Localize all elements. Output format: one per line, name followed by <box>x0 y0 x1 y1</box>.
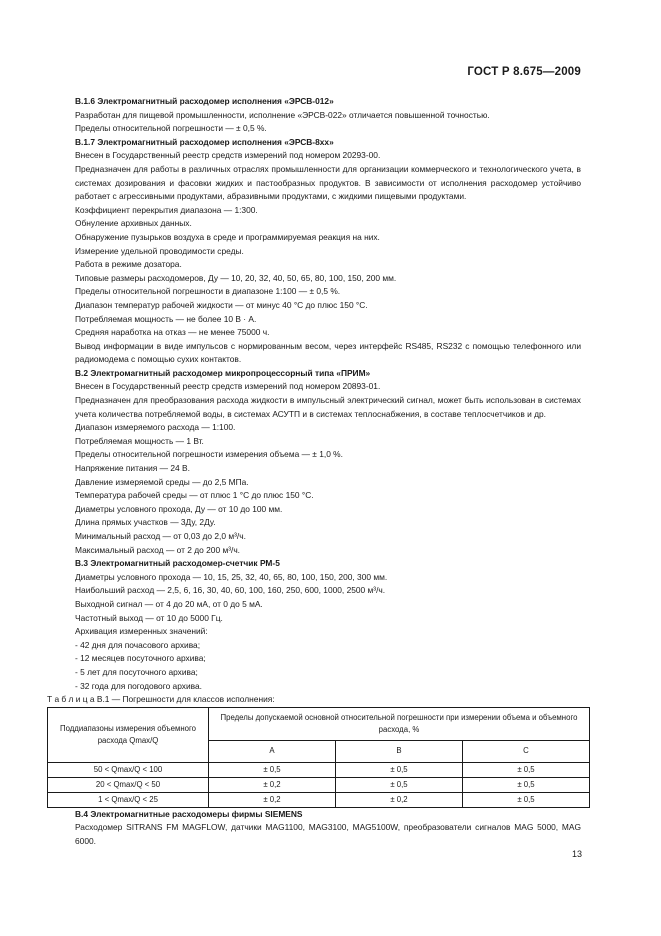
text-line: Внесен в Государственный реестр средств измерений под номером 20293-00. <box>75 150 381 161</box>
section-heading-b3: В.3 Электромагнитный расходомер-счетчик РМ-5 <box>75 558 280 569</box>
text-line: Давление измеряемой среды — до 2,5 МПа. <box>75 476 249 487</box>
paragraph: Вывод информации в виде импульсов с нормированным весом, через интерфейс RS485, RS232 с помощью телефонного или радиомодема с помощью сухих контактов. <box>75 340 581 365</box>
text-line: Максимальный расход — от 2 до 200 м³/ч. <box>75 544 241 555</box>
table-row <box>48 762 590 777</box>
text-line: Потребляемая мощность — не более 10 В · А. <box>75 313 257 324</box>
text-line: Минимальный расход — от 0,03 до 2,0 м³/ч. <box>75 531 246 541</box>
table-row <box>48 777 590 792</box>
section-heading-b17: В.1.7 Электромагнитный расходомер исполнения «ЭРСВ-8хх» <box>75 136 334 147</box>
text-line: Коэффициент перекрытия диапазона — 1:300. <box>75 204 258 215</box>
table-cell-range: 1 < Qmax/Q < 25 <box>48 792 209 807</box>
page-number: 13 <box>571 849 582 859</box>
section-heading-b4: В.4 Электромагнитные расходомеры фирмы SIEMENS <box>75 808 303 819</box>
text-line: Выходной сигнал — от 4 до 20 мА, от 0 до 5 мА. <box>75 598 263 609</box>
table-cell: ± 0,2 <box>209 777 336 792</box>
table-cell: ± 0,5 <box>336 777 463 792</box>
text-line: Внесен в Государственный реестр средств измерений под номером 20893-01. <box>75 381 381 392</box>
text-line: Пределы относительной погрешности в диапазоне 1:100 — ± 0,5 %. <box>75 286 341 297</box>
error-table <box>47 707 590 808</box>
text-line: Длина прямых участков — 3Ду, 2Ду. <box>75 517 216 528</box>
text-line: Диаметры условного прохода, Ду — от 10 до 100 мм. <box>75 503 283 514</box>
text-line: Обнаружение пузырьков воздуха в среде и программируемая реакция на них. <box>75 231 380 242</box>
text-line: Пределы относительной погрешности — ± 0,5 %. <box>75 123 267 134</box>
text-line: Температура рабочей среды — от плюс 1 °С до плюс 150 °С. <box>75 490 314 501</box>
table-caption: Т а б л и ц а В.1 — Погрешности для классов исполнения: <box>47 694 275 705</box>
text-line: - 5 лет для посуточного архива; <box>75 666 198 677</box>
text-line: Средняя наработка на отказ — не менее 75000 ч. <box>75 327 270 338</box>
text-line: Диапазон измеряемого расхода — 1:100. <box>75 422 236 433</box>
text-line: Частотный выход — от 10 до 5000 Гц. <box>75 612 223 623</box>
table-header-group: Пределы допускаемой основной относительной погрешности при измерении объема и объемного расхода, % <box>209 707 590 740</box>
paragraph: Предназначен для работы в различных отраслях промышленности для организации коммерческого и технологического учета, в системах дозирования и фасовки жидких и пастообразных продуктов. В зависимости от исполнения расходомер устойчиво работает с агрессивными продуктами, абразивными продуктами, с жидкими пищевыми продуктами. <box>75 163 581 202</box>
table-header-class-b: В <box>336 740 463 762</box>
text-line: - 32 года для погодового архива. <box>75 680 202 691</box>
table-header-class-c: С <box>463 740 590 762</box>
table-cell: ± 0,5 <box>463 762 590 777</box>
table-cell-range: 50 < Qmax/Q < 100 <box>48 762 209 777</box>
text-line: - 12 месяцев посуточного архива; <box>75 653 206 664</box>
text-line: Архивация измеренных значений: <box>75 626 208 637</box>
text-line: Наибольший расход — 2,5, 6, 16, 30, 40, 60, 100, 160, 250, 600, 1000, 2500 м³/ч. <box>75 585 386 596</box>
text-line: Диаметры условного прохода — 10, 15, 25, 32, 40, 65, 80, 100, 150, 200, 300 мм. <box>75 571 388 582</box>
page-content <box>47 95 581 849</box>
section-heading-b2: В.2 Электромагнитный расходомер микропроцессорный типа «ПРИМ» <box>75 367 371 378</box>
table-cell: ± 0,2 <box>336 792 463 807</box>
text-line: Работа в режиме дозатора. <box>75 259 182 270</box>
paragraph: Расходомер SITRANS FM MAGFLOW, датчики MAG1100, MAG3100, MAG5100W, преобразователи сигналов MAG 5000, MAG 6000. <box>75 822 581 846</box>
text-line: - 42 дня для почасового архива; <box>75 639 201 650</box>
table-row <box>48 792 590 807</box>
text-line: Потребляемая мощность — 1 Вт. <box>75 435 204 446</box>
document-id: ГОСТ Р 8.675—2009 <box>467 66 581 78</box>
text-line: Типовые размеры расходомеров, Ду — 10, 20, 32, 40, 50, 65, 80, 100, 150, 200 мм. <box>75 272 397 283</box>
table-cell: ± 0,5 <box>336 762 463 777</box>
table-header-class-a: А <box>209 740 336 762</box>
text-line: Разработан для пищевой промышленности, исполнение «ЭРСВ-022» отличается повышенной точностью. <box>75 109 490 120</box>
text-line: Измерение удельной проводимости среды. <box>75 245 244 256</box>
section-heading-b16: В.1.6 Электромагнитный расходомер исполнения «ЭРСВ-012» <box>75 96 334 106</box>
table-cell: ± 0,2 <box>209 792 336 807</box>
text-line: Пределы относительной погрешности измерения объема — ± 1,0 %. <box>75 449 343 460</box>
table-cell: ± 0,5 <box>463 777 590 792</box>
table-cell: ± 0,5 <box>463 792 590 807</box>
paragraph: Предназначен для преобразования расхода жидкости в импульсный электрический сигнал, может быть использован в системах учета количества потребляемой воды, в системах АСУТП и в системах теплоснабжения, в составе теплосчетчиков и др. <box>75 395 581 419</box>
text-line: Напряжение питания — 24 В. <box>75 463 190 474</box>
text-line: Диапазон температур рабочей жидкости — от минус 40 °С до плюс 150 °С. <box>75 299 368 310</box>
text-line: Обнуление архивных данных. <box>75 218 192 229</box>
table-cell-range: 20 < Qmax/Q < 50 <box>48 777 209 792</box>
table-cell: ± 0,5 <box>209 762 336 777</box>
table-header-range: Поддиапазоны измерения объемного расхода Qmax/Q <box>48 707 209 762</box>
